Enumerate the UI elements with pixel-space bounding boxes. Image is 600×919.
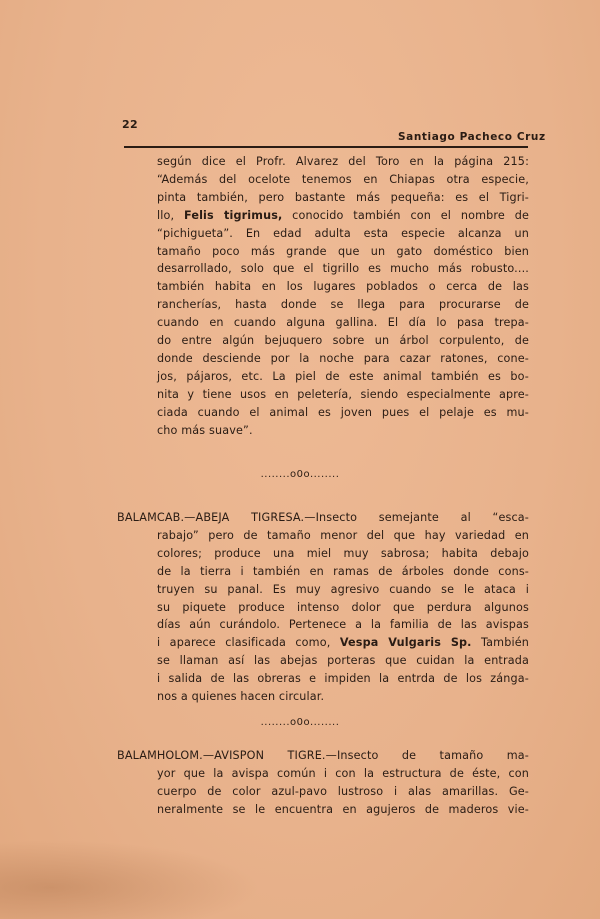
text-line: “Además del ocelote tenemos en Chiapas otra especie,	[157, 172, 529, 186]
entry-body	[157, 527, 529, 706]
entry-definition-start: —Insecto de tamaño ma-	[325, 749, 529, 762]
text-line: días aún curándolo. Pertenece a la familia de las avispas	[157, 618, 529, 632]
dictionary-entry-balamholom	[117, 747, 529, 819]
text-line: rabajo” pero de tamaño menor del que hay variedad en	[157, 528, 529, 542]
text-line: tamaño poco más grande que un gato doméstico bien	[157, 244, 529, 258]
quote-paragraph	[157, 153, 529, 440]
entry-headword: BALAMCAB.	[117, 511, 185, 524]
header-rule	[124, 146, 528, 148]
text-line	[157, 207, 529, 225]
scientific-name: Vespa Vulgaris Sp.	[339, 636, 472, 650]
text-line: según dice el Profr. Alvarez del Toro en la página 215:	[157, 155, 529, 168]
text-line: desarrollado, solo que el tigrillo es mucho más robusto....	[157, 262, 529, 276]
entry-headword: BALAMHOLOM.	[117, 749, 203, 762]
text-run: i aparece clasificada como,	[157, 636, 340, 650]
running-head: Santiago Pacheco Cruz	[398, 131, 546, 143]
entry-translation: —AVISPON TIGRE.	[202, 749, 326, 762]
entry-translation: —ABEJA TIGRESA.	[184, 511, 305, 524]
text-line: cho más suave”.	[157, 423, 253, 437]
text-line: también habita en los lugares poblados o cerca de las	[157, 280, 529, 294]
text-line	[157, 634, 529, 652]
text-line: do entre algún bejuquero sobre un árbol corpulento, de	[157, 334, 529, 348]
section-separator: ........o0o........	[260, 469, 340, 480]
text-line: pinta también, pero bastante más pequeña: es el Tigri-	[157, 190, 529, 204]
entry-body	[157, 765, 529, 819]
text-line: yor que la avispa común i con la estructura de éste, con	[157, 766, 529, 780]
text-line: su piquete produce intenso dolor que perdura algunos	[157, 600, 529, 614]
text-run: También	[471, 636, 529, 650]
text-line: nos a quienes hacen circular.	[157, 690, 325, 704]
text-line: “pichigueta”. En edad adulta esta especie alcanza un	[157, 226, 529, 240]
text-line: cuando en cuando alguna gallina. El día lo pasa trepa-	[157, 316, 529, 330]
entry-first-line	[117, 509, 529, 527]
page-number: 22	[122, 118, 138, 131]
text-line: cuerpo de color azul-pavo lustroso i alas amarillas. Ge-	[157, 784, 529, 798]
text-line: rancherías, hasta donde se llega para procurarse de	[157, 298, 529, 312]
text-line: neralmente se le encuentra en agujeros de maderos vie-	[157, 802, 529, 816]
text-line: truyen su panal. Es muy agresivo cuando se le ataca i	[157, 582, 529, 596]
text-line: se llaman así las abejas porteras que cuidan la entrada	[157, 654, 529, 668]
text-line: i salida de las obreras e impiden la entrda de los zánga-	[157, 672, 529, 686]
section-separator: ........o0o........	[260, 717, 340, 728]
text-line: de la tierra i también en ramas de árboles donde cons-	[157, 564, 529, 578]
text-line: donde desciende por la noche para cazar ratones, cone-	[157, 351, 529, 365]
text-run: llo,	[157, 208, 184, 222]
text-line: colores; produce una miel muy sabrosa; habita debajo	[157, 546, 529, 560]
scientific-name: Felis tigrimus,	[184, 208, 283, 222]
dictionary-entry-balamcab	[117, 509, 529, 706]
paper-shadow	[0, 840, 260, 919]
text-run: conocido también con el nombre de	[282, 208, 529, 222]
entry-definition-start: —Insecto semejante al “esca-	[304, 511, 529, 524]
text-line: jos, pájaros, etc. La piel de este animal también es bo-	[157, 369, 529, 383]
text-line: ciada cuando el animal es joven pues el pelaje es mu-	[157, 405, 529, 419]
text-line: nita y tiene usos en peletería, siendo especialmente apre-	[157, 387, 529, 401]
entry-first-line	[117, 747, 529, 765]
